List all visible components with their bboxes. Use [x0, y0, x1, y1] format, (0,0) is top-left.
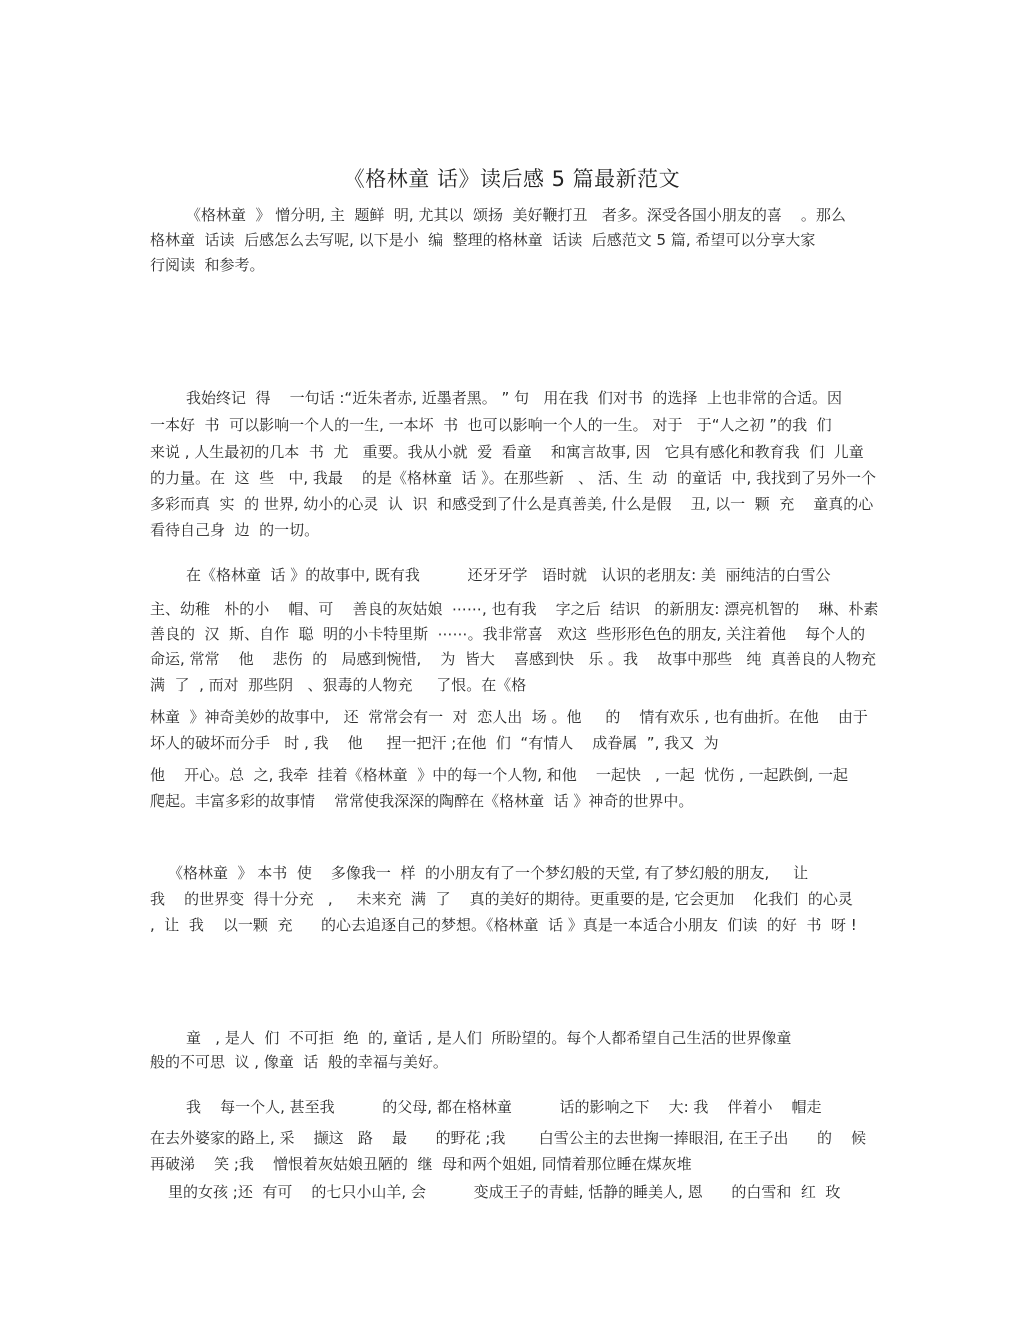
text-line: 我 每一个人, 甚至我 的父母, 都在格林童 话的影响之下 大: 我 伴着小 帽走: [186, 1098, 822, 1116]
text-line: 命运, 常常 他 悲伤 的 局感到惋惜, 为 皆大 喜感到快 乐 。我 故事中那些 纯 真善良的人物充: [150, 650, 876, 668]
text-line: 在去外婆家的路上, 采 撷这 路 最 的野花 ;我 白雪公主的去世掬一捧眼泪, 在王子出 的 候: [150, 1129, 867, 1147]
text-line: 里的女孩 ;还 有可 的七只小山羊, 会 变成王子的青蛙, 恬静的睡美人, 恩 的白雪和 红 玫: [168, 1183, 841, 1201]
text-line: 再破涕 笑 ;我 憎恨着灰姑娘丑陋的 继 母和两个姐姐, 同情着那位睡在煤灰堆: [150, 1155, 692, 1173]
text-line: 爬起。丰富多彩的故事情 常常使我深深的陶醉在《格林童 话 》神奇的世界中。: [150, 792, 694, 810]
text-line: 行阅读 和参考。: [150, 256, 265, 274]
text-line: 坏人的破坏而分手 时 , 我 他 捏一把汗 ;在他 们 “有情人 成眷属 ”, 我又 为: [150, 734, 719, 752]
text-line: 林童 》神奇美妙的故事中, 还 常常会有一 对 恋人出 场 。他 的 情有欢乐 , 也有曲折。在他 由于: [150, 708, 868, 726]
text-line: 《格林童 》 本书 使 多像我一 样 的小朋友有了一个梦幻般的天堂, 有了梦幻般的朋友, 让: [168, 864, 809, 882]
text-line: 看待自己身 边 的一切。: [150, 521, 320, 539]
text-line: 满 了 , 而对 那些阴 、狠毒的人物充 了恨。在《格: [150, 676, 527, 694]
text-line: 我始终记 得 一句话 :“近朱者赤, 近墨者黑。 ” 句 用在我 们对书 的选择 上也非常的合适。因: [186, 389, 842, 407]
text-line: 格林童 话读 后感怎么去写呢, 以下是小 编 整理的格林童 话读 后感范文 5 篇, 希望可以分享大家: [150, 231, 816, 249]
text-line: 般的不可思 议 , 像童 话 般的幸福与美好。: [150, 1053, 448, 1071]
text-line: 善良的 汉 斯、自作 聪 明的小卡特里斯 ⋯⋯。我非常喜 欢这 些形形色色的朋友, 关注着他 每个人的: [150, 625, 866, 643]
text-line: 我 的世界变 得十分充 , 未来充 满 了 真的美好的期待。更重要的是, 它会更加 化我们 的心灵: [150, 890, 853, 908]
text-line: 童 , 是人 们 不可拒 绝 的, 童话 , 是人们 所盼望的。每个人都希望自己生活的世界像童: [186, 1029, 792, 1047]
text-line: 他 开心。总 之, 我牵 挂着《格林童 》中的每一个人物, 和他 一起快 , 一起 忧伤 , 一起跌倒, 一起: [150, 766, 849, 784]
text-line: 的力量。在 这 些 中, 我最 的是《格林童 话 》。在那些新 、 活、生 动 的童话 中, 我找到了另外一个: [150, 469, 877, 487]
text-line: 在《格林童 话 》的故事中, 既有我 还牙牙学 语时就 认识的老朋友: 美 丽纯洁的白雪公: [186, 566, 831, 584]
text-line: 《格林童 》 憎分明, 主 题鲜 明, 尤其以 颂扬 美好鞭打丑 者多。深受各国小朋友的喜 。那么: [186, 206, 846, 224]
document-title: 《格林童 话》读后感 5 篇最新范文: [343, 167, 681, 191]
text-line: 多彩而真 实 的 世界, 幼小的心灵 认 识 和感受到了什么是真善美, 什么是假 丑, 以一 颗 充 童真的心: [150, 495, 874, 513]
text-line: 一本好 书 可以影响一个人的一生, 一本坏 书 也可以影响一个人的一生。 对于 于“人之初 ”的我 们: [150, 416, 832, 434]
text-line: 来说 , 人生最初的几本 书 尤 重要。我从小就 爱 看童 和寓言故事, 因 它具有感化和教育我 们 儿童: [150, 443, 864, 461]
text-line: 主、幼稚 朴的小 帽、可 善良的灰姑娘 ⋯⋯, 也有我 字之后 结识 的新朋友: 漂亮机智的 琳、朴素: [150, 600, 879, 618]
text-line: , 让 我 以一颗 充 的心去追逐自己的梦想。《格林童 话 》真是一本适合小朋友 们读 的好 书 呀 !: [150, 916, 857, 934]
